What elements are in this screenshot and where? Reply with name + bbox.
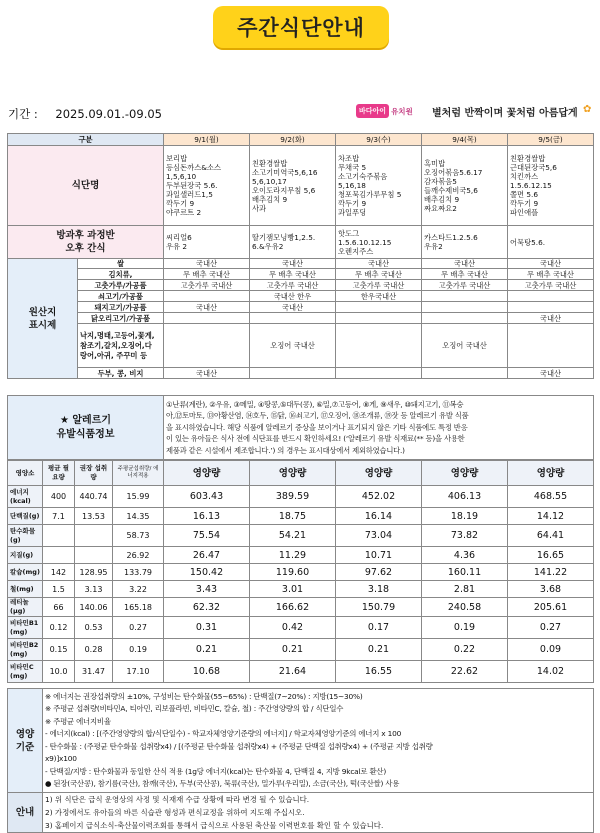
- nutrient-value: 16.65: [508, 547, 594, 564]
- nutrient-value: 21.64: [250, 661, 336, 683]
- nutrition-value-header: 영양량: [336, 461, 422, 486]
- nutrient-value: 160.11: [422, 564, 508, 581]
- nutrient-value: 75.54: [164, 525, 250, 547]
- origin-value: 고춧가루 국내산: [266, 280, 319, 290]
- menu-item: 짜요짜요2: [424, 203, 457, 213]
- nutrient-weekly-average: 165.18: [113, 598, 164, 617]
- origin-item-label: 낙지,명태,고등어,꽃게, 참조기,갈치,오징어,다 랑어,아귀, 주꾸미 등: [78, 324, 164, 368]
- snack-item: 핫도그: [338, 228, 360, 238]
- nutrient-value: 0.31: [164, 617, 250, 639]
- nutrient-requirement: 0.15: [43, 639, 75, 661]
- snack-label-line: 오후 간식: [65, 243, 106, 254]
- nutrient-value: 73.82: [422, 525, 508, 547]
- nutrient-value: 97.62: [336, 564, 422, 581]
- nutrient-value: 406.13: [422, 486, 508, 508]
- logo-mark: 바다아이: [356, 104, 389, 118]
- menu-item: 보리밥: [166, 154, 188, 163]
- period: [8, 106, 162, 122]
- menu-item: 깍두기 9: [510, 199, 539, 208]
- snack-item: 우유 2: [166, 242, 188, 251]
- origin-cell: [164, 291, 250, 302]
- nutrition-value-header: 영양량: [508, 461, 594, 486]
- day-header: 9/2(화): [250, 134, 336, 146]
- nutrient-value: 0.22: [422, 639, 508, 661]
- nutrient-value: 16.13: [164, 508, 250, 525]
- origin-cell: [336, 324, 422, 368]
- nutrient-value: 150.42: [164, 564, 250, 581]
- flower-icon: ✿: [583, 104, 592, 115]
- nutrient-value: 240.58: [422, 598, 508, 617]
- notice-line: 3) 홈페이지 급식소식-축산물이력조회를 통해서 급식으로 사용된 축산물 이력번호를 확인 할 수 있습니다.: [45, 821, 384, 830]
- origin-cell: [422, 291, 508, 302]
- nutrient-value: 16.55: [336, 661, 422, 683]
- standard-line: - 탄수화물 : (주평균 탄수화물 섭취량x4) / [(주평균 탄수화물 섭취량x4) + (주평균 단백질 섭취량x4) + (주평균 지방 섭취량: [45, 741, 433, 751]
- menu-item: 등심돈까스&소스: [166, 163, 222, 172]
- standard-line: - 에너지(kcal) : [(주간영양량의 합/식단일수) - 학교자체영양기준량의 에너지] / 학교자체영양기준의 에너지 x 100: [45, 729, 402, 738]
- origin-cell: [164, 269, 250, 280]
- day-header: 9/1(월): [164, 134, 250, 146]
- nutrient-value: 11.29: [250, 547, 336, 564]
- menu-item: 깍두기 9: [166, 199, 195, 208]
- origin-value: 국내산: [195, 368, 218, 378]
- origin-cell: [336, 368, 422, 379]
- nutrient-value: 26.47: [164, 547, 250, 564]
- nutrient-value: 150.79: [336, 598, 422, 617]
- origin-value: 국내산: [539, 313, 562, 323]
- nutrient-name: 철(mg): [8, 581, 43, 598]
- origin-cell: [250, 259, 336, 269]
- nutrient-recommended: 0.53: [75, 617, 113, 639]
- nutrient-value: 16.14: [336, 508, 422, 525]
- snack-label: [8, 226, 164, 259]
- nutrient-recommended: 31.47: [75, 661, 113, 683]
- standard-line: ※ 에너지는 권장섭취량의 ±10%, 구성비는 탄수화물(55~65%) : 단백질(7~20%) : 지방(15~30%): [45, 691, 363, 701]
- notice-line: 2) 가정에서도 유아들의 바른 식습관 형성과 편식교정을 위하여 지도해 주십시오.: [45, 808, 305, 817]
- origin-cell: [508, 269, 594, 280]
- notice-line: 1) 위 식단은 급식 운영상의 사정 및 식재재 수급 상황에 따라 변경 될 수 있습니다.: [45, 795, 310, 804]
- nutrient-name: 비타민C (mg): [8, 661, 43, 683]
- nutrient-value: 54.21: [250, 525, 336, 547]
- nutrition-value-header: 영양량: [164, 461, 250, 486]
- origin-cell: [508, 368, 594, 379]
- lunch-cell: [422, 146, 508, 226]
- menu-item: 5,6,10,17: [252, 176, 287, 186]
- origin-cell: [508, 302, 594, 313]
- snack-item: 6.&우유2: [252, 242, 284, 251]
- nutrient-recommended: [75, 525, 113, 547]
- menu-item: 오징어볶음5.6.17: [424, 167, 483, 177]
- allergy-table: [7, 395, 594, 460]
- nutrient-value: 3.68: [508, 581, 594, 598]
- origin-section-line: 표시제: [28, 319, 57, 331]
- origin-cell: [422, 259, 508, 269]
- menu-item: 흑미밥: [424, 158, 446, 168]
- allergy-label-line: ★ 알레르기: [59, 414, 112, 426]
- origin-cell: [336, 291, 422, 302]
- nutrient-value: 389.59: [250, 486, 336, 508]
- menu-item: 깍두기 9: [338, 199, 367, 208]
- origin-cell: [250, 313, 336, 324]
- allergy-line: 이 있는 유아들은 식사 전에 식단표를 반드시 확인하세요! (‘알레르기 유발 식재료(** 등)을 사용한: [166, 434, 465, 444]
- nutrient-value: 18.19: [422, 508, 508, 525]
- nutrient-requirement: [43, 525, 75, 547]
- nutrition-value-header: 영양량: [422, 461, 508, 486]
- nutrient-value: 64.41: [508, 525, 594, 547]
- origin-item-label: 돼지고기/가공품: [78, 302, 164, 313]
- nutrition-value-header: 영양량: [250, 461, 336, 486]
- slogan: 별처럼 반짝이며 꽃처럼 아름답게: [432, 108, 578, 119]
- snack-item: 오렌지주스: [338, 246, 374, 256]
- origin-table: [7, 258, 594, 379]
- nutrient-recommended: 3.13: [75, 581, 113, 598]
- allergy-label-line: 유발식품정보: [56, 428, 115, 440]
- standard-line: ● 된장(국산콩), 참기름(국산), 참깨(국산), 두부(국산콩), 묵류(국산), 밀가루(우리밀), 소금(국산), 떡(국산쌀) 사용: [45, 779, 400, 788]
- nutrient-requirement: 400: [43, 486, 75, 508]
- nutrient-value: 62.32: [164, 598, 250, 617]
- origin-value: 국내산 한우: [273, 291, 312, 301]
- nutrient-requirement: 10.0: [43, 661, 75, 683]
- snack-cell: [422, 226, 508, 259]
- nutrient-value: 0.17: [336, 617, 422, 639]
- day-header: 9/4(목): [422, 134, 508, 146]
- nutrition-table: [7, 460, 594, 683]
- menu-item: 두부된장국 5.6.: [166, 181, 218, 190]
- lunch-cell: [508, 146, 594, 226]
- menu-item: 감자볶음5: [424, 176, 457, 186]
- menu-item: 소고기미역국5,6,16: [252, 167, 318, 177]
- nutrition-col-header: 주평균섭취량/ 에너지적용: [113, 461, 164, 486]
- origin-cell: [508, 259, 594, 269]
- snack-cell: [164, 226, 250, 259]
- origin-value: 국내산: [367, 259, 390, 268]
- notice-notes: [43, 793, 594, 833]
- origin-item-label: 고춧가루/가공품: [78, 280, 164, 291]
- origin-value: 국내산: [453, 259, 476, 268]
- origin-value: 국내산: [539, 259, 562, 268]
- origin-value: 국내산: [539, 368, 562, 378]
- nutrient-weekly-average: 133.79: [113, 564, 164, 581]
- origin-cell: [336, 280, 422, 291]
- standard-line: ※ 주평균 섭취량(비타민A, 티아민, 리보플라빈, 비타민C, 칼슘, 철) : 주간영양량의 합 / 식단일수: [45, 704, 344, 713]
- nutrient-weekly-average: 3.22: [113, 581, 164, 598]
- nutrient-name: 칼슘(mg): [8, 564, 43, 581]
- nutrient-value: 22.62: [422, 661, 508, 683]
- nutrient-value: 0.09: [508, 639, 594, 661]
- nutrient-value: 4.36: [422, 547, 508, 564]
- origin-item-label: 두부, 콩, 비지: [78, 368, 164, 379]
- origin-cell: [250, 269, 336, 280]
- standard-label-line: 영양: [15, 728, 35, 740]
- nutrient-weekly-average: 26.92: [113, 547, 164, 564]
- period-label: 기간 :: [8, 107, 38, 121]
- menu-item: 치킨까스: [510, 172, 539, 181]
- standard-line: x9)]x100: [45, 754, 77, 763]
- menu-item: 친환경쌀밥: [510, 154, 546, 163]
- nutrient-value: 14.12: [508, 508, 594, 525]
- nutrient-requirement: 1.5: [43, 581, 75, 598]
- origin-cell: [508, 291, 594, 302]
- standard-table: [7, 688, 594, 793]
- origin-value: 고춧가루 국내산: [524, 280, 577, 290]
- lunch-cell: [250, 146, 336, 226]
- nutrient-value: 0.42: [250, 617, 336, 639]
- snack-cell: [336, 226, 422, 259]
- menu-item: 근대된장국5,6: [510, 163, 557, 172]
- day-header: 9/3(수): [336, 134, 422, 146]
- nutrient-value: 166.62: [250, 598, 336, 617]
- origin-cell: [164, 368, 250, 379]
- standard-label-line: 기준: [15, 741, 35, 753]
- origin-value: 국내산: [195, 259, 218, 268]
- origin-section-label: [8, 259, 78, 379]
- menu-item: 소고기숙주볶음: [338, 172, 388, 181]
- snack-cell: [250, 226, 336, 259]
- origin-cell: [508, 280, 594, 291]
- nutrient-value: 10.68: [164, 661, 250, 683]
- nutrient-requirement: 7.1: [43, 508, 75, 525]
- nutrient-recommended: 440.74: [75, 486, 113, 508]
- standard-label: [8, 689, 43, 793]
- origin-cell: [164, 302, 250, 313]
- origin-cell: [422, 324, 508, 368]
- allergy-line: 아,⑫토마토, ⑬아황산염, ⑭호두, ⑮닭, ⑯쇠고기, ⑰오징어, ⑱조개류, ⑲잣 등 알레르기 유발 식품: [166, 411, 469, 421]
- menu-item: 무채국 5: [338, 163, 367, 172]
- nutrient-weekly-average: 17.10: [113, 661, 164, 683]
- origin-item-label: 닭오리고기/가공품: [78, 313, 164, 324]
- menu-item: 파인애플: [510, 208, 539, 217]
- menu-item: 과일푸딩: [338, 208, 367, 217]
- snack-item: 씨리얼6: [166, 233, 192, 242]
- nutrient-name: 비타민B2 (mg): [8, 639, 43, 661]
- nutrient-value: 3.43: [164, 581, 250, 598]
- origin-cell: [422, 280, 508, 291]
- menu-header-label: 구분: [8, 134, 164, 146]
- menu-item: 청포묵김가루무침 5: [338, 190, 402, 199]
- snack-item: 어묵탕5.6.: [510, 237, 546, 247]
- origin-value: 고춧가루 국내산: [438, 280, 491, 290]
- nutrient-name: 단백질(g): [8, 508, 43, 525]
- nutrient-name: 비타민B1 (mg): [8, 617, 43, 639]
- origin-cell: [164, 313, 250, 324]
- snack-item: 우유2: [424, 242, 443, 251]
- nutrient-value: 10.71: [336, 547, 422, 564]
- nutrient-recommended: 140.06: [75, 598, 113, 617]
- origin-cell: [336, 269, 422, 280]
- origin-cell: [422, 313, 508, 324]
- menu-table: [7, 133, 594, 259]
- nutrient-value: 3.01: [250, 581, 336, 598]
- logo-text: 유치원: [391, 106, 413, 116]
- origin-cell: [336, 313, 422, 324]
- page-title: 주간식단안내: [237, 16, 365, 40]
- nutrient-value: 0.21: [250, 639, 336, 661]
- origin-item-label: 김치류,: [78, 269, 164, 280]
- nutrient-value: 0.19: [422, 617, 508, 639]
- nutrient-recommended: 128.95: [75, 564, 113, 581]
- origin-cell: [250, 302, 336, 313]
- origin-value: 국내산: [195, 302, 218, 312]
- origin-value: 무 배추 국내산: [269, 269, 316, 279]
- origin-value: 한우국내산: [360, 291, 397, 301]
- menu-item: 1.5.6.12.15: [510, 181, 552, 190]
- origin-value: 오징어 국내산: [442, 341, 487, 350]
- notice-table: [7, 792, 594, 833]
- nutrient-requirement: 142: [43, 564, 75, 581]
- nutrition-col-header: 평균 필요량: [43, 461, 75, 486]
- origin-section-line: 원산지: [28, 306, 57, 318]
- origin-cell: [508, 313, 594, 324]
- nutrient-value: 14.02: [508, 661, 594, 683]
- allergy-line: ①난류(계란), ②우유, ③메밀, ④땅콩,⑤대두(콩), ⑥밀,⑦고등어, ⑧게, ⑨새우, ⑩돼지고기, ⑪복숭: [166, 399, 464, 409]
- origin-cell: [250, 280, 336, 291]
- origin-cell: [164, 324, 250, 368]
- origin-value: 무 배추 국내산: [355, 269, 402, 279]
- menu-item: 차조밥: [338, 154, 360, 163]
- origin-value: 국내산: [281, 259, 304, 268]
- nutrient-value: 468.55: [508, 486, 594, 508]
- nutrient-value: 18.75: [250, 508, 336, 525]
- origin-cell: [508, 324, 594, 368]
- notice-label: 안내: [8, 793, 43, 833]
- allergy-label: [8, 396, 164, 460]
- origin-cell: [422, 269, 508, 280]
- origin-cell: [164, 280, 250, 291]
- lunch-cell: [164, 146, 250, 226]
- lunch-label: 식단명: [8, 146, 164, 226]
- nutrient-value: 3.18: [336, 581, 422, 598]
- nutrient-value: 2.81: [422, 581, 508, 598]
- snack-cell: [508, 226, 594, 259]
- kindergarten-logo: [356, 104, 413, 118]
- snack-item: 1.5.6.10.12.15: [338, 237, 392, 247]
- nutrition-col-header: 권장 섭취량: [75, 461, 113, 486]
- allergy-line: 제품과 같은 시설에서 제조합니다.’) 의 경우는 표시대상에서 제외하였습니다.): [166, 445, 405, 455]
- origin-value: 오징어 국내산: [270, 341, 315, 350]
- day-header: 9/5(금): [508, 134, 594, 146]
- nutrient-value: 452.02: [336, 486, 422, 508]
- standard-line: ※ 주평균 에너지비율: [45, 716, 111, 726]
- standard-line: - 단백질/지방 : 탄수화물과 동일한 산식 적용 (1g당 에너지(kcal)는 탄수화물 4, 단백질 4, 지방 9kcal로 환산): [45, 766, 387, 776]
- origin-value: 고춧가루 국내산: [180, 280, 233, 290]
- origin-cell: [336, 259, 422, 269]
- origin-value: 무 배추 국내산: [183, 269, 230, 279]
- nutrient-weekly-average: 14.35: [113, 508, 164, 525]
- menu-item: 과일샐러드1,5: [166, 190, 213, 199]
- menu-item: 쫄면 5.6: [510, 190, 539, 199]
- nutrient-weekly-average: 0.27: [113, 617, 164, 639]
- origin-cell: [250, 324, 336, 368]
- origin-cell: [422, 368, 508, 379]
- nutrient-recommended: [75, 547, 113, 564]
- nutrition-col-header: 영양소: [8, 461, 43, 486]
- nutrient-value: 205.61: [508, 598, 594, 617]
- origin-cell: [164, 259, 250, 269]
- origin-item-label: 쌀: [78, 259, 164, 269]
- nutrient-recommended: 13.53: [75, 508, 113, 525]
- origin-value: 무 배추 국내산: [441, 269, 488, 279]
- menu-item: 배추김치 9: [252, 194, 288, 204]
- origin-cell: [336, 302, 422, 313]
- origin-value: 국내산: [281, 302, 304, 312]
- nutrient-value: 0.27: [508, 617, 594, 639]
- standard-notes: [43, 689, 594, 793]
- nutrient-value: 141.22: [508, 564, 594, 581]
- nutrient-requirement: [43, 547, 75, 564]
- nutrient-recommended: 0.28: [75, 639, 113, 661]
- origin-item-label: 쇠고기/가공품: [78, 291, 164, 302]
- origin-cell: [250, 291, 336, 302]
- menu-item: 오이도라지무침 5,6: [252, 185, 316, 195]
- nutrient-name: 지질(g): [8, 547, 43, 564]
- nutrient-requirement: 66: [43, 598, 75, 617]
- menu-item: 배추김치 9: [424, 194, 460, 204]
- nutrient-value: 73.04: [336, 525, 422, 547]
- allergy-info-text: [164, 396, 594, 460]
- nutrient-weekly-average: 58.73: [113, 525, 164, 547]
- nutrient-weekly-average: 0.19: [113, 639, 164, 661]
- snack-item: 카스타드1.2.5.6: [424, 233, 478, 242]
- nutrient-name: 레티놀(μg): [8, 598, 43, 617]
- nutrient-weekly-average: 15.99: [113, 486, 164, 508]
- lunch-cell: [336, 146, 422, 226]
- snack-label-line: 방과후 과정반: [56, 230, 115, 241]
- nutrient-value: 603.43: [164, 486, 250, 508]
- nutrient-requirement: 0.12: [43, 617, 75, 639]
- menu-item: 5,16,18: [338, 181, 366, 190]
- nutrient-value: 0.21: [164, 639, 250, 661]
- allergy-line: 을 표시하였습니다. 해당 식품에 알레르기 증상을 보이거나 표기되지 않은 기타 식품에도 특정 반응: [166, 422, 468, 432]
- menu-item: 들깨수제비국5,6: [424, 185, 478, 195]
- menu-item: 1,5,6,10: [166, 172, 197, 181]
- snack-item: 딸기잼모닝빵1,2.5.: [252, 233, 316, 242]
- origin-cell: [250, 368, 336, 379]
- menu-item: 사과: [252, 203, 267, 213]
- nutrient-name: 에너지 (kcal): [8, 486, 43, 508]
- nutrient-name: 탄수화물 (g): [8, 525, 43, 547]
- title-banner: [213, 6, 389, 48]
- menu-item: 야쿠르트 2: [166, 208, 202, 217]
- period-value: 2025.09.01.-09.05: [55, 107, 162, 121]
- origin-value: 고춧가루 국내산: [352, 280, 405, 290]
- menu-item: 친환경쌀밥: [252, 158, 288, 168]
- nutrient-value: 0.21: [336, 639, 422, 661]
- origin-cell: [422, 302, 508, 313]
- nutrient-value: 119.60: [250, 564, 336, 581]
- origin-value: 무 배추 국내산: [527, 269, 574, 279]
